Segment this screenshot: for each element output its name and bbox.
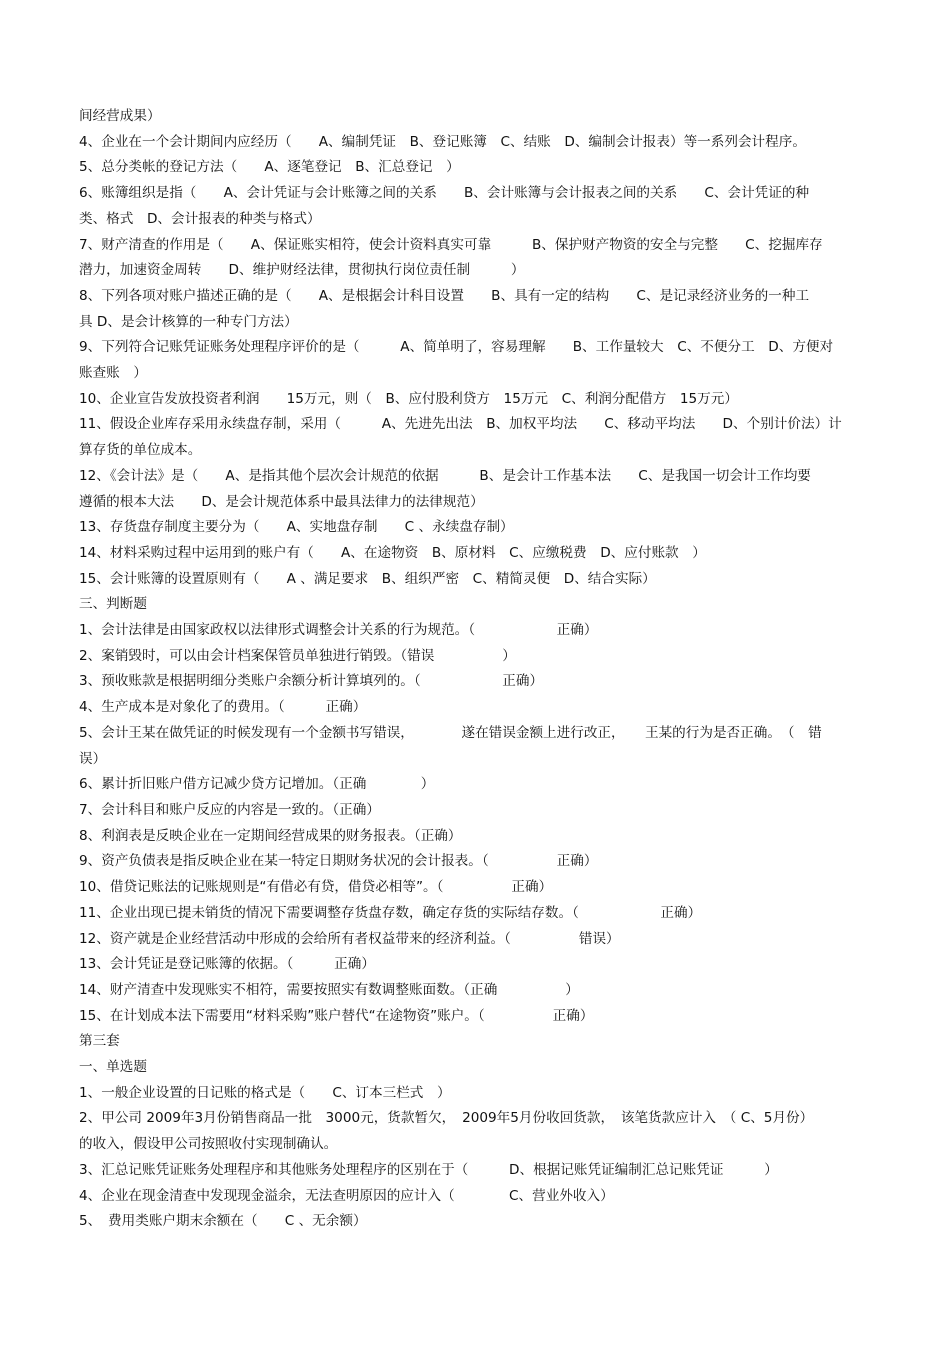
text-line: 11、假设企业库存采用永续盘存制，采用（ A、先进先出法 B、加权平均法 C、移动平均法 D、个别计价法）计 <box>79 416 842 433</box>
text-line: 7、财产清查的作用是（ A、保证账实相符，使会计资料真实可靠 B、保护财产物资的安全与完整 C、挖掘库存 <box>79 236 823 253</box>
text-line: 3、预收账款是根据明细分类账户余额分析计算填列的。（ 正确） <box>79 673 544 690</box>
text-line: 5、会计王某在做凭证的时候发现有一个金额书写错误， 遂在错误金额上进行改正， 王某的行为是否正确。 （ 错 <box>79 724 822 741</box>
text-line: 遵循的根本大法 D、是会计规范体系中最具法律力的法律规范） <box>79 493 484 510</box>
text-line: 15、在计划成本法下需要用“材料采购”账户替代“在途物资”账户。（ 正确） <box>79 1007 594 1024</box>
text-line: 9、资产负债表是指反映企业在某一特定日期财务状况的会计报表。（ 正确） <box>79 853 598 870</box>
text-line: 10、企业宣告发放投资者利润 15万元，则（ B、应付股利贷方 15万元 C、利润分配借方 15万元） <box>79 390 738 407</box>
text-line: 1、一般企业设置的日记账的格式是（ C、订本三栏式 ） <box>79 1084 451 1101</box>
text-line: 4、企业在现金清查中发现现金溢余，无法查明原因的应计入（ C、营业外收入） <box>79 1187 614 1204</box>
text-line: 5、总分类帐的登记方法（ A、逐笔登记 B、汇总登记 ） <box>79 159 460 176</box>
text-line: 6、账簿组织是指（ A、会计凭证与会计账簿之间的关系 B、会计账簿与会计报表之间的关系 C、会计凭证的种 <box>79 185 810 202</box>
text-line: 12、《会计法》是（ A、是指其他个层次会计规范的依据 B、是会计工作基本法 C、是我国一切会计工作均要 <box>79 467 811 484</box>
text-line: 14、财产清查中发现账实不相符，需要按照实有数调整账面数。（正确 ） <box>79 981 579 998</box>
text-line: 14、材料采购过程中运用到的账户有（ A、在途物资 B、原材料 C、应缴税费 D、应付账款 ） <box>79 544 706 561</box>
text-line: 13、存货盘存制度主要分为（ A、实地盘存制 C 、永续盘存制） <box>79 519 514 536</box>
text-line: 4、企业在一个会计期间内应经历（ A、编制凭证 B、登记账簿 C、结账 D、编制会计报表）等一系列会计程序。 <box>79 133 806 150</box>
text-line: 的收入，假设甲公司按照收付实现制确认。 <box>79 1136 338 1153</box>
text-line: 1、会计法律是由国家政权以法律形式调整会计关系的行为规范。（ 正确） <box>79 622 598 639</box>
text-line: 12、资产就是企业经营活动中形成的会给所有者权益带来的经济利益。（ 错误） <box>79 930 620 947</box>
text-line: 11、企业出现已提未销货的情况下需要调整存货盘存数，确定存货的实际结存数。（ 正确） <box>79 904 702 921</box>
text-line: 6、累计折旧账户借方记减少贷方记增加。（正确 ） <box>79 776 435 793</box>
section-heading: 三、判断题 <box>79 596 147 613</box>
set-heading: 第三套 <box>79 1033 120 1050</box>
text-line: 间经营成果） <box>79 108 161 124</box>
text-line: 8、利润表是反映企业在一定期间经营成果的财务报表。（正确） <box>79 827 462 844</box>
text-line: 类、格式 D、会计报表的种类与格式） <box>79 210 321 227</box>
text-line: 8、下列各项对账户描述正确的是（ A、是根据会计科目设置 B、具有一定的结构 C、是记录经济业务的一种工 <box>79 287 810 304</box>
text-line: 算存货的单位成本。 <box>79 442 202 459</box>
text-line: 账查账 ） <box>79 365 147 382</box>
text-line: 13、会计凭证是登记账簿的依据。（ 正确） <box>79 956 375 973</box>
text-line: 2、甲公司 2009年3月份销售商品一批 3000元，货款暂欠， 2009年5月份收回货款， 该笔货款应计入 （ C、5月份） <box>79 1110 814 1127</box>
text-line: 具 D、是会计核算的一种专门方法） <box>79 313 298 330</box>
text-line: 9、下列符合记账凭证账务处理程序评价的是（ A、简单明了，容易理解 B、工作量较大 C、不便分工 D、方便对 <box>79 339 834 356</box>
text-line: 15、会计账簿的设置原则有（ A 、满足要求 B、组织严密 C、精简灵便 D、结合实际） <box>79 570 656 587</box>
section-heading: 一、单选题 <box>79 1059 147 1076</box>
text-line: 潜力，加速资金周转 D、维护财经法律，贯彻执行岗位责任制 ） <box>79 262 525 279</box>
text-line: 7、会计科目和账户反应的内容是一致的。（正确） <box>79 801 380 818</box>
text-line: 4、生产成本是对象化了的费用。（ 正确） <box>79 699 367 716</box>
text-line: 2、案销毁时，可以由会计档案保管员单独进行销毁。（错误 ） <box>79 647 516 664</box>
text-line: 5、 费用类账户期末余额在（ C 、无余额） <box>79 1213 367 1230</box>
text-line: 3、汇总记账凭证账务处理程序和其他账务处理程序的区别在于（ D、根据记账凭证编制汇总记账凭证 ） <box>79 1161 778 1178</box>
text-line: 10、借贷记账法的记账规则是“有借必有贷，借贷必相等”。（ 正确） <box>79 879 553 896</box>
document-page <box>79 104 885 1235</box>
text-line: 误） <box>79 750 107 767</box>
